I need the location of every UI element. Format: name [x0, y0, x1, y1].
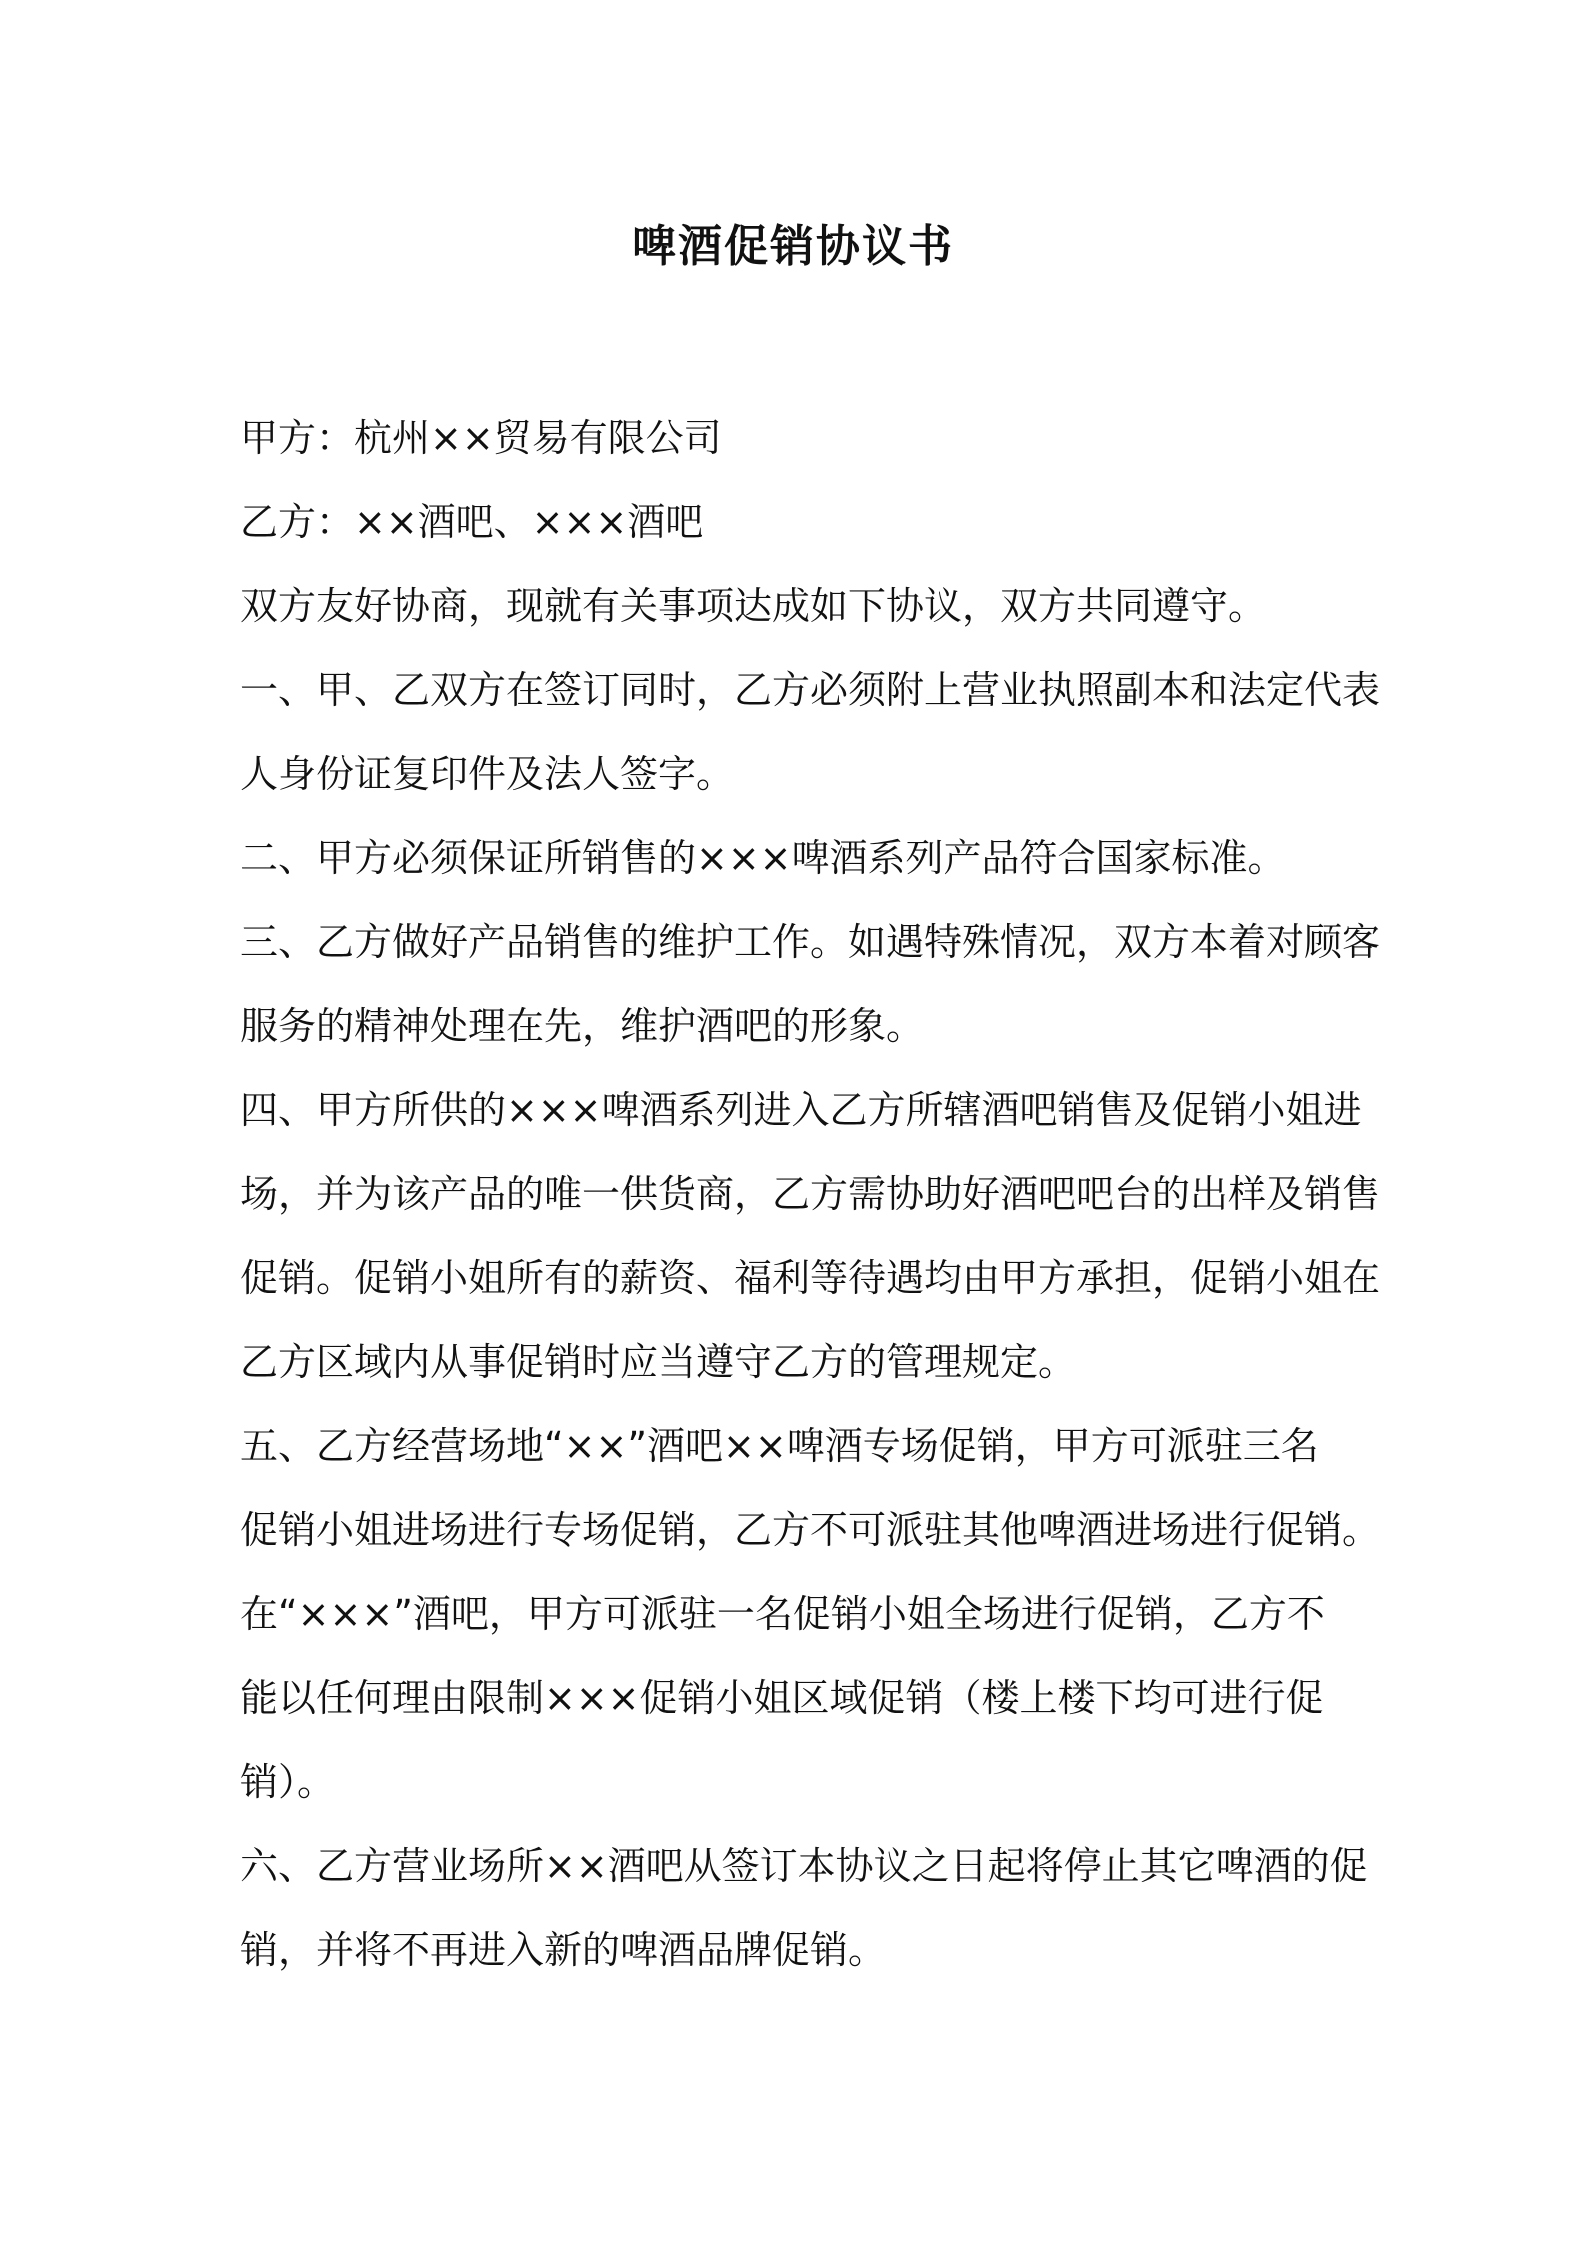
clause-5-line-5: 销）。: [240, 1760, 336, 1804]
party-a-line: 甲方：杭州××贸易有限公司: [240, 416, 722, 460]
clause-5-line-2: 促销小姐进场进行专场促销，乙方不可派驻其他啤酒进场进行促销。: [240, 1508, 1381, 1552]
clause-4-line-4: 乙方区域内从事促销时应当遵守乙方的管理规定。: [240, 1340, 1077, 1384]
document-body: [240, 396, 1381, 1992]
clause-5-line-4: 能以任何理由限制×××促销小姐区域促销（楼上楼下均可进行促: [240, 1676, 1324, 1720]
clause-1-line-2: 人身份证复印件及法人签字。: [240, 752, 735, 796]
clause-1-line-1: 一、甲、乙双方在签订同时，乙方必须附上营业执照副本和法定代表: [240, 668, 1381, 712]
clause-4-line-1: 四、甲方所供的×××啤酒系列进入乙方所辖酒吧销售及促销小姐进: [240, 1088, 1362, 1132]
clause-4-line-2: 场，并为该产品的唯一供货商，乙方需协助好酒吧吧台的出样及销售: [240, 1172, 1381, 1216]
clause-3-line-2: 服务的精神处理在先，维护酒吧的形象。: [240, 1004, 925, 1048]
clause-5-line-1: 五、乙方经营场地“××”酒吧××啤酒专场促销，甲方可派驻三名: [240, 1424, 1319, 1468]
preamble-line: 双方友好协商，现就有关事项达成如下协议，双方共同遵守。: [240, 584, 1267, 628]
clause-5-line-3: 在“×××”酒吧，甲方可派驻一名促销小姐全场进行促销，乙方不: [240, 1592, 1325, 1636]
clause-3-line-1: 三、乙方做好产品销售的维护工作。如遇特殊情况，双方本着对顾客: [240, 920, 1381, 964]
clause-6-line-2: 销，并将不再进入新的啤酒品牌促销。: [240, 1928, 887, 1972]
clause-2-line-1: 二、甲方必须保证所销售的×××啤酒系列产品符合国家标准。: [240, 836, 1286, 880]
party-b-line: 乙方：××酒吧、×××酒吧: [240, 500, 704, 544]
clause-4-line-3: 促销。促销小姐所有的薪资、福利等待遇均由甲方承担，促销小姐在: [240, 1256, 1381, 1300]
document-title: 啤酒促销协议书: [632, 221, 954, 272]
clause-6-line-1: 六、乙方营业场所××酒吧从签订本协议之日起将停止其它啤酒的促: [240, 1844, 1368, 1888]
